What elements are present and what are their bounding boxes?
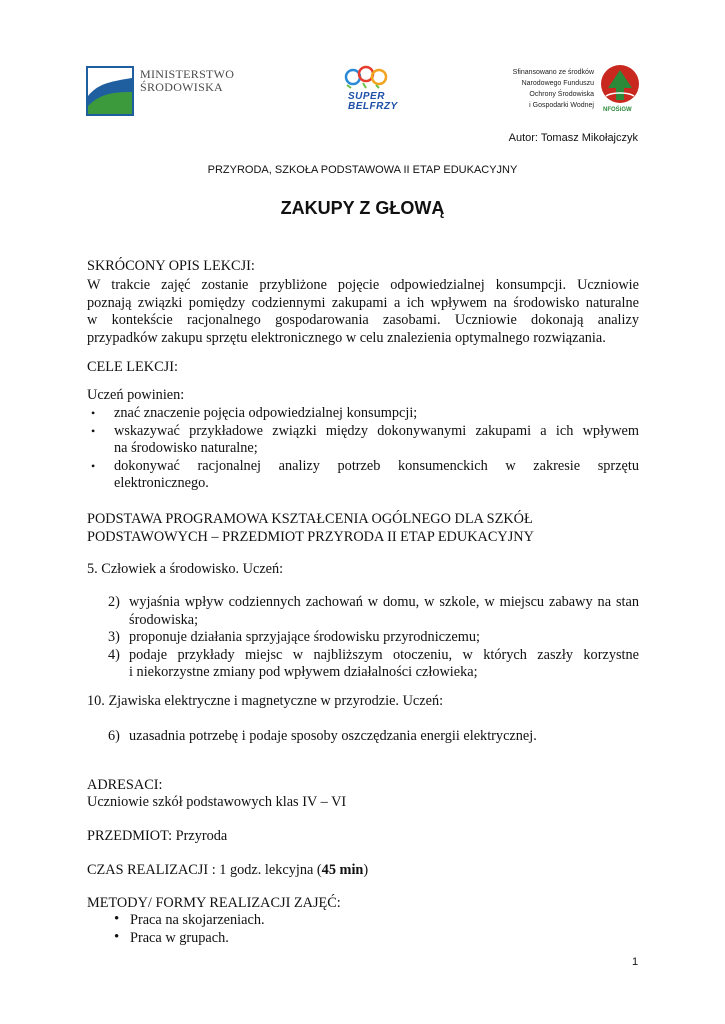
goal-item-3-line-2: elektronicznego. — [114, 475, 209, 492]
methods-heading: METODY/ FORMY REALIZACJI ZAJĘĆ: — [87, 895, 341, 911]
duration-minutes: 45 min — [321, 862, 364, 878]
bullet-icon: • — [114, 911, 120, 927]
methods-list — [87, 912, 639, 947]
recipients-heading: ADRESACI: — [87, 777, 163, 793]
nfosigw-label: NFOŚiGW — [603, 107, 632, 113]
item-number: 6) — [108, 728, 120, 744]
ministry-logo-line-1: MINISTERSTWO — [140, 67, 235, 81]
section-10-list — [87, 728, 639, 746]
super-belfrzy-heads-icon — [344, 64, 392, 90]
goal-item-2 — [87, 423, 639, 458]
page-number: 1 — [632, 956, 639, 968]
ministry-logo — [86, 66, 236, 116]
section-5-item-4-line-1: podaje przykłady miejsc w najbliższym otoczeniu, w których zaszły korzystne — [129, 646, 639, 663]
summary-line-2: poznają związki pomiędzy codziennymi zakupami a ich wpływem na środowisko naturalne — [87, 294, 639, 311]
method-item-2 — [87, 930, 639, 948]
summary-heading: SKRÓCONY OPIS LEKCJI: — [87, 258, 255, 274]
goal-item-2-line-1: wskazywać przykładowe związki między dokonywanymi zakupami a ich wpływem — [114, 422, 639, 439]
section-5-item-3-line-1: proponuje działania sprzyjające środowisku przyrodniczemu; — [129, 629, 480, 646]
super-belfrzy-logo — [342, 64, 398, 116]
goals-intro: Uczeń powinien: — [87, 387, 185, 403]
nfosigw-tree-icon — [600, 64, 640, 106]
section-5-item-4 — [87, 647, 639, 682]
funding-line-1: Sfinansowano ze środków — [512, 69, 594, 76]
section-10-item-6-line-1: uzasadnia potrzebę i podaje sposoby oszczędzania energii elektrycznej. — [129, 728, 537, 744]
goal-item-2-line-2: na środowisko naturalne; — [114, 440, 258, 457]
item-number: 3) — [108, 629, 120, 646]
section-10-label: 10. Zjawiska elektryczne i magnetyczne w przyrodzie. Uczeń: — [87, 693, 444, 709]
author-line: Autor: Tomasz Mikołajczyk — [508, 132, 638, 144]
curriculum-heading-line-2: PODSTAWOWYCH – PRZEDMIOT PRZYRODA II ETAP EDUKACYJNY — [87, 528, 534, 545]
subject-line: PRZYRODA, SZKOŁA PODSTAWOWA II ETAP EDUKACYJNY — [207, 164, 518, 176]
subject-field: PRZEDMIOT: Przyroda — [87, 828, 228, 844]
page-title: ZAKUPY Z GŁOWĄ — [280, 198, 445, 218]
summary-paragraph — [87, 277, 639, 347]
super-belfrzy-line-2: BELFRZY — [348, 101, 398, 112]
bullet-icon: • — [91, 458, 96, 473]
funding-line-4: i Gospodarki Wodnej — [529, 102, 594, 109]
nfosigw-logo — [599, 64, 641, 116]
curriculum-heading — [87, 511, 534, 546]
super-belfrzy-line-1: SUPER — [348, 91, 385, 102]
method-item-2-text: Praca w grupach. — [130, 929, 229, 946]
section-5-item-4-line-2: i niekorzystne zmiany pod wpływem działalności człowieka; — [129, 664, 478, 681]
section-5-item-2-line-2: środowiska; — [129, 611, 199, 628]
item-number: 2) — [108, 594, 120, 610]
section-10-item-6 — [87, 728, 639, 746]
ministry-logo-line-2: ŚRODOWISKA — [140, 80, 224, 94]
bullet-icon: • — [91, 423, 96, 438]
goal-item-3-line-1: dokonywać racjonalnej analizy potrzeb konsumenckich w zakresie sprzętu — [114, 457, 639, 474]
section-5-list — [87, 594, 639, 682]
goal-item-1-line-1: znać znaczenie pojęcia odpowiedzialnej konsumpcji; — [114, 405, 418, 421]
method-item-1-text: Praca na skojarzeniach. — [130, 912, 265, 928]
section-5-item-3 — [87, 629, 639, 647]
funding-line-2: Narodowego Funduszu — [521, 80, 594, 87]
duration-line — [87, 862, 368, 880]
curriculum-heading-line-1: PODSTAWA PROGRAMOWA KSZTAŁCENIA OGÓLNEGO DLA SZKÓŁ — [87, 511, 533, 527]
goals-list — [87, 405, 639, 493]
goals-heading: CELE LEKCJI: — [87, 359, 178, 375]
summary-line-1: W trakcie zajęć zostanie przybliżone pojęcie odpowiedzialnej konsumpcji. Uczniowie — [87, 277, 639, 293]
duration-prefix: CZAS REALIZACJI : 1 godz. lekcyjna ( — [87, 862, 322, 878]
bullet-icon: • — [91, 406, 96, 420]
item-number: 4) — [108, 646, 120, 663]
section-5-label: 5. Człowiek a środowisko. Uczeń: — [87, 561, 284, 577]
section-5-item-2 — [87, 594, 639, 629]
goal-item-1 — [87, 405, 639, 423]
recipients-text: Uczniowie szkół podstawowych klas IV – VI — [87, 794, 347, 810]
ministry-emblem-icon — [86, 66, 134, 116]
summary-line-3: w kontekście racjonalnego gospodarowania zasobami. Uczniowie dokonają analizy — [87, 312, 639, 329]
funding-note — [480, 67, 594, 111]
funding-line-3: Ochrony Środowiska — [529, 91, 594, 98]
section-5-item-2-line-1: wyjaśnia wpływ codziennych zachowań w domu, w szkole, w miejscu zabawy na stan — [129, 594, 639, 610]
bullet-icon: • — [114, 928, 120, 945]
summary-line-4: przypadków zakupu sprzętu elektronicznego w celu znalezienia optymalnego rozwiązania. — [87, 329, 606, 346]
method-item-1 — [87, 912, 639, 930]
duration-suffix: ) — [363, 862, 369, 878]
goal-item-3 — [87, 458, 639, 493]
